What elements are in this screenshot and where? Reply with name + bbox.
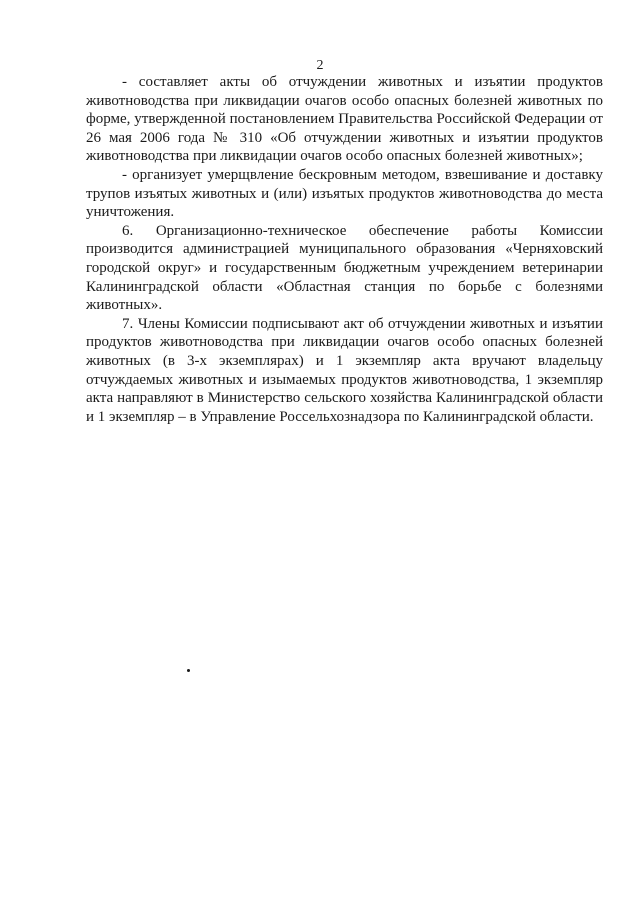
paragraph-item-7: 7. Члены Комиссии подписывают акт об отчуждении животных и изъятии продуктов животноводства при ликвидации очагов особо опасных болезней животных (в 3-х экземплярах) и 1 экземпляр акта вручают владельцу отчуждаемых животных и изымаемых продуктов животноводства, 1 экземпляр акта направляют в Министерство сельского хозяйства Калининградской области и 1 экземпляр – в Управление Россельхознадзора по Калининградской области. [86, 315, 603, 425]
document-body [86, 73, 603, 426]
paragraph-slaughter: - организует умерщвление бескровным методом, взвешивание и доставку трупов изъятых животных и (или) изъятых продуктов животноводства до места уничтожения. [86, 166, 603, 221]
paragraph-acts: - составляет акты об отчуждении животных и изъятии продуктов животноводства при ликвидации очагов особо опасных болезней животных по форме, утвержденной постановлением Правительства Российской Федерации от 26 мая 2006 года № 310 «Об отчуждении животных и изъятии продуктов животноводства при ликвидации очагов особо опасных болезней животных»; [86, 74, 603, 165]
paragraph-item-6: 6. Организационно-техническое обеспечение работы Комиссии производится администрацией муниципального образования «Черняховский городской округ» и государственным бюджетным учреждением ветеринарии Калининградской области «Областная станция по борьбе с болезнями животных». [86, 222, 603, 314]
page-number: 2 [316, 58, 324, 73]
scan-dot-mark [187, 669, 190, 672]
